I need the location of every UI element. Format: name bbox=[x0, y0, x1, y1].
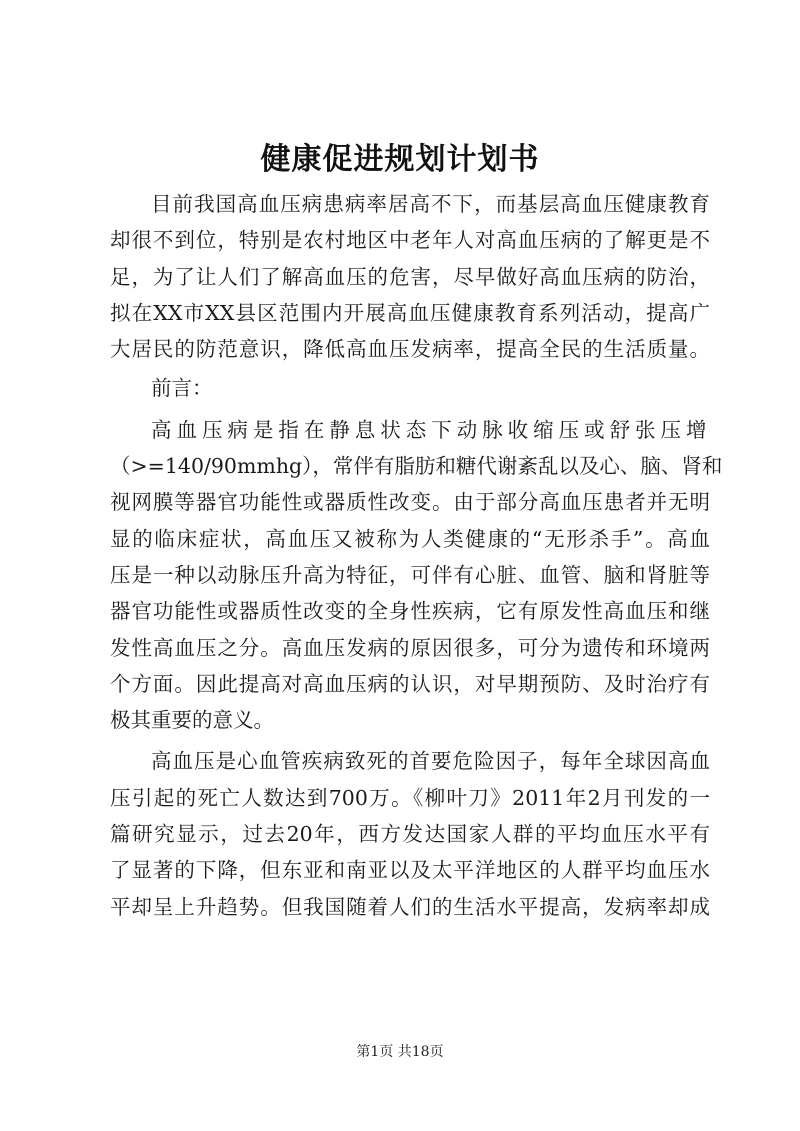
paragraph-line: 前言： bbox=[151, 376, 213, 401]
paragraph-line: 压是一种以动脉压升高为特征，可伴有心脏、血管、脑和肾脏等 bbox=[110, 562, 710, 587]
paragraph-line: 目前我国高血压病患病率居高不下，而基层高血压健康教育 bbox=[151, 192, 710, 216]
document-title: 健康促进规划计划书 bbox=[260, 142, 540, 177]
paragraph-line: 器官功能性或器质性改变的全身性疾病，它有原发性高血压和继 bbox=[110, 599, 710, 624]
paragraph-line: 发性高血压之分。高血压发病的原因很多，可分为遗传和环境两 bbox=[110, 635, 710, 660]
paragraph-line: 高血压病是指在静息状态下动脉收缩压或舒张压增 bbox=[151, 417, 710, 442]
paragraph-line: 平却呈上升趋势。但我国随着人们的生活水平提高，发病率却成 bbox=[110, 894, 710, 919]
paragraph-risk-factor bbox=[110, 743, 710, 924]
paragraph-line: 篇研究显示，过去20年，西方发达国家人群的平均血压水平有 bbox=[110, 822, 710, 847]
document-body bbox=[110, 186, 723, 925]
paragraph-line: 却很不到位，特别是农村地区中老年人对高血压病的了解更是不 bbox=[110, 228, 710, 253]
paragraph-line: 个方面。因此提高对高血压病的认识，对早期预防、及时治疗有 bbox=[110, 671, 710, 696]
paragraph-line: 压引起的死亡人数达到700万。《柳叶刀》2011年2月刊发的一 bbox=[110, 785, 710, 810]
paragraph-hypertension-definition bbox=[110, 412, 723, 739]
paragraph-line: 显的临床症状，高血压又被称为人类健康的“无形杀手”。高血 bbox=[110, 526, 710, 551]
paragraph-line: 足，为了让人们了解高血压的危害，尽早做好高血压病的防治， bbox=[110, 264, 710, 289]
paragraph-line: 大居民的防范意识，降低高血压发病率，提高全民的生活质量。 bbox=[110, 337, 710, 362]
paragraph-intro bbox=[110, 186, 710, 367]
paragraph-line: 极其重要的意义。 bbox=[110, 708, 274, 733]
paragraph-line: 拟在XX市XX县区范围内开展高血压健康教育系列活动，提高广 bbox=[110, 300, 710, 325]
paragraph-line: （>=140/90mmhg），常伴有脂肪和糖代谢紊乱以及心、脑、肾和 bbox=[110, 454, 723, 479]
paragraph-line: 视网膜等器官功能性或器质性改变。由于部分高血压患者并无明 bbox=[110, 490, 710, 515]
paragraph-preface-heading bbox=[110, 370, 710, 406]
paragraph-line: 高血压是心血管疾病致死的首要危险因子，每年全球因高血 bbox=[151, 749, 710, 774]
paragraph-line: 了显著的下降，但东亚和南亚以及太平洋地区的人群平均血压水 bbox=[110, 858, 710, 883]
page-footer: 第1页 共18页 bbox=[356, 1044, 444, 1060]
